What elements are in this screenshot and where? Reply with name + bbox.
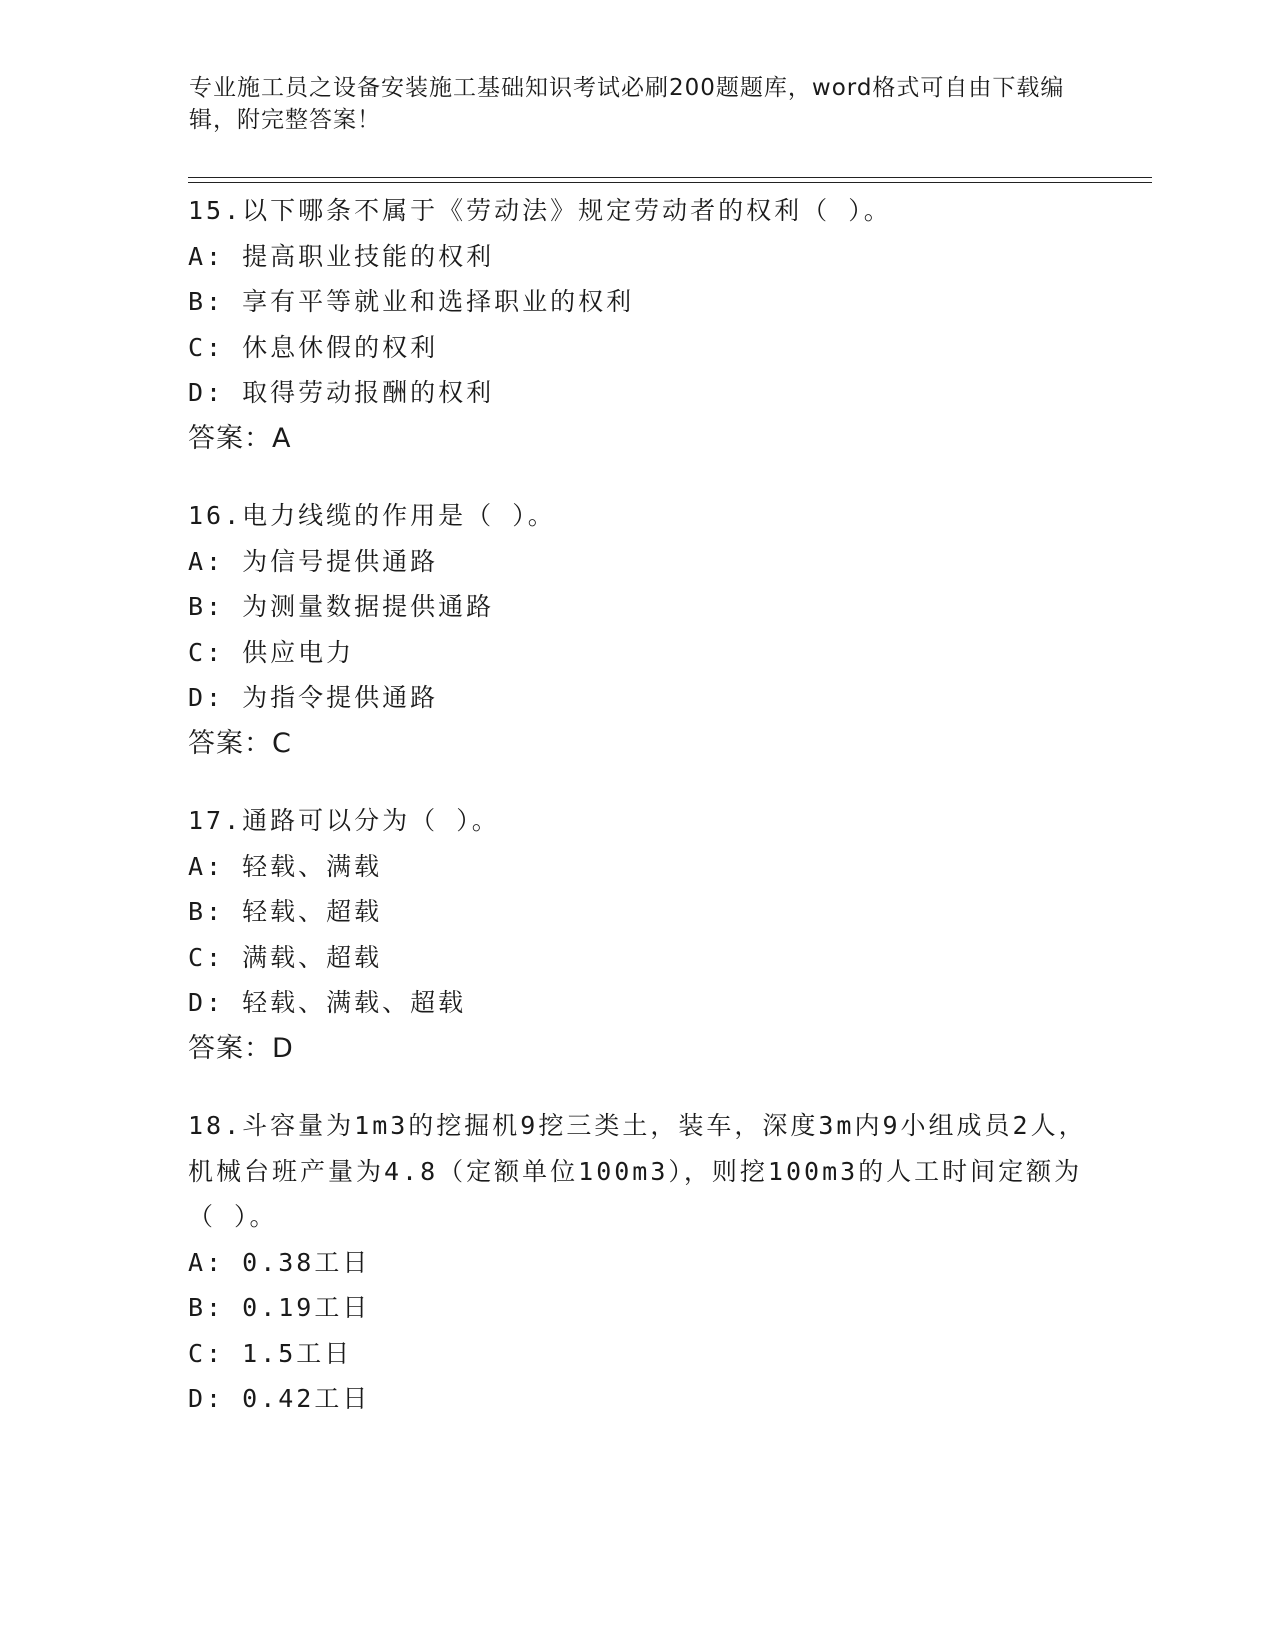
option-list	[188, 539, 1088, 721]
answer-label: 答案：A	[188, 422, 292, 454]
question-stem: 18.斗容量为1m3的挖掘机9挖三类土，装车，深度3m内9小组成员2人，机械台班产量为4.8（定额单位100m3），则挖100m3的人工时间定额为（ ）。	[188, 1111, 1087, 1231]
question-17	[188, 798, 1088, 1071]
option-b: B: 轻载、超载	[188, 897, 383, 926]
header-divider-top	[188, 177, 1152, 178]
question-stem: 16.电力线缆的作用是（ ）。	[188, 501, 556, 530]
option-a: A: 为信号提供通路	[188, 546, 439, 576]
option-d: D: 0.42工日	[188, 1384, 371, 1413]
answer-label: 答案：C	[188, 727, 292, 759]
option-list	[188, 234, 1088, 416]
option-b: B: 为测量数据提供通路	[188, 592, 495, 621]
question-18	[188, 1103, 1088, 1422]
question-stem: 15.以下哪条不属于《劳动法》规定劳动者的权利（ ）。	[188, 196, 892, 225]
header-divider-bottom	[188, 182, 1152, 183]
option-d: D: 轻载、满载、超载	[188, 988, 467, 1017]
option-a: A: 0.38工日	[188, 1247, 371, 1277]
option-a: A: 轻载、满载	[188, 851, 383, 881]
question-15	[188, 188, 1088, 461]
question-16	[188, 493, 1088, 766]
option-a: A: 提高职业技能的权利	[188, 241, 495, 271]
option-c: C: 供应电力	[188, 637, 355, 667]
option-list	[188, 1240, 1088, 1422]
question-stem: 17.通路可以分为（ ）。	[188, 806, 500, 835]
document-header: 专业施工员之设备安装施工基础知识考试必刷200题题库，word格式可自由下载编辑，附完整答案！	[189, 75, 1065, 133]
option-d: D: 为指令提供通路	[188, 683, 439, 712]
option-c: C: 1.5工日	[188, 1338, 353, 1368]
option-c: C: 休息休假的权利	[188, 332, 439, 362]
option-b: B: 0.19工日	[188, 1293, 371, 1322]
option-b: B: 享有平等就业和选择职业的权利	[188, 287, 635, 316]
answer-label: 答案：D	[188, 1032, 294, 1064]
option-d: D: 取得劳动报酬的权利	[188, 378, 495, 407]
option-c: C: 满载、超载	[188, 942, 383, 972]
option-list	[188, 844, 1088, 1026]
question-list	[188, 188, 1088, 1454]
